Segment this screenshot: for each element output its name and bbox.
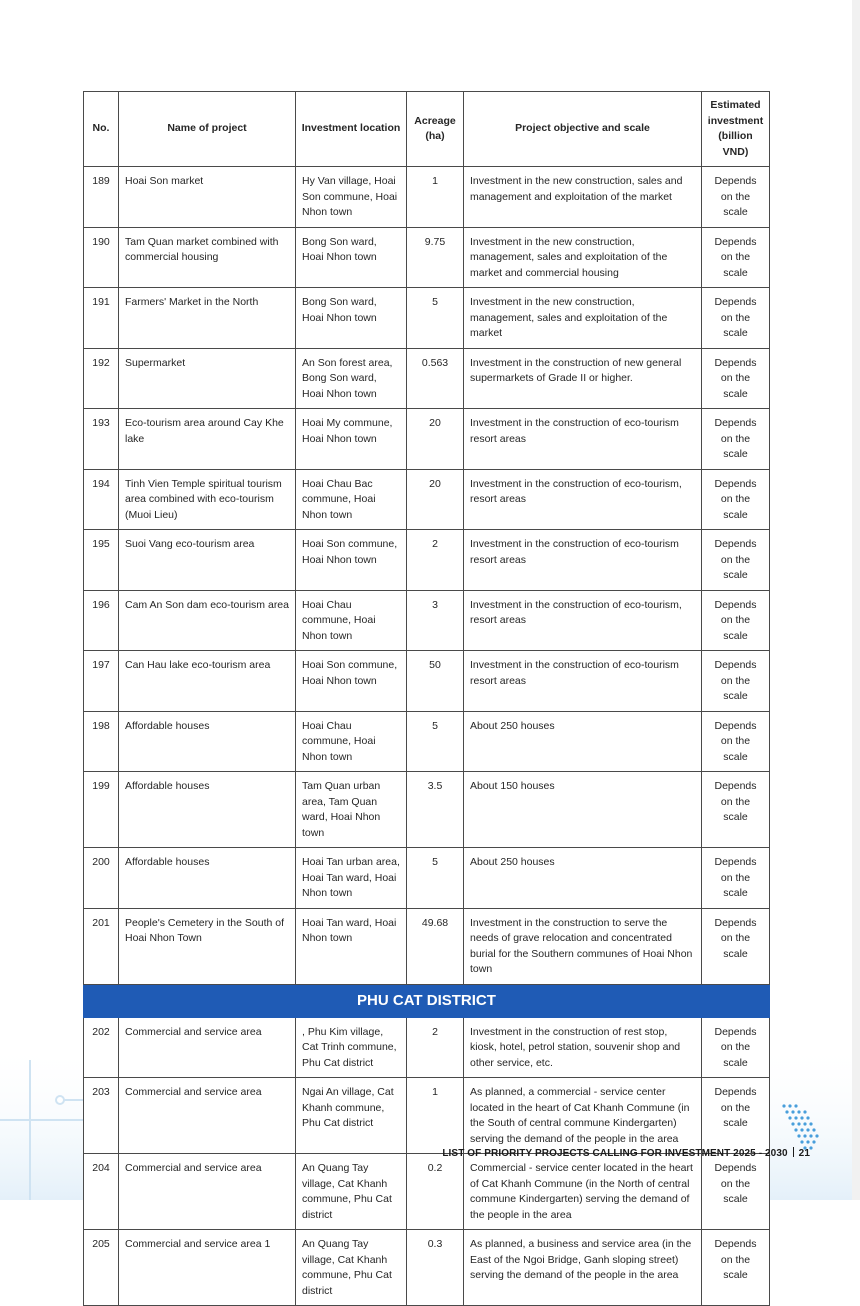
table-row <box>84 848 770 909</box>
cell-no: 205 <box>84 1230 119 1306</box>
table-row <box>84 530 770 591</box>
cell-investment: Depends on the scale <box>702 651 770 712</box>
cell-investment: Depends on the scale <box>702 1230 770 1306</box>
cell-acreage: 3.5 <box>407 772 464 848</box>
cell-acreage: 20 <box>407 469 464 530</box>
section-title-phu-cat: PHU CAT DISTRICT <box>84 984 770 1017</box>
page-number: 21 <box>798 1148 810 1159</box>
table-row <box>84 1230 770 1306</box>
cell-no: 196 <box>84 590 119 651</box>
cell-acreage: 1 <box>407 1078 464 1154</box>
cell-name: Suoi Vang eco-tourism area <box>119 530 296 591</box>
cell-acreage: 2 <box>407 1017 464 1078</box>
cell-name: Commercial and service area <box>119 1154 296 1230</box>
cell-name: Commercial and service area <box>119 1078 296 1154</box>
cell-name: Cam An Son dam eco-tourism area <box>119 590 296 651</box>
cell-objective: About 250 houses <box>464 711 702 772</box>
cell-investment: Depends on the scale <box>702 227 770 288</box>
cell-name: Commercial and service area 1 <box>119 1230 296 1306</box>
cell-investment: Depends on the scale <box>702 848 770 909</box>
cell-location: An Son forest area, Bong Son ward, Hoai Nhon town <box>296 348 407 409</box>
cell-location: , Phu Kim village, Cat Trinh commune, Phu Cat district <box>296 1017 407 1078</box>
cell-no: 198 <box>84 711 119 772</box>
cell-no: 197 <box>84 651 119 712</box>
cell-investment: Depends on the scale <box>702 348 770 409</box>
cell-objective: As planned, a commercial - service center located in the heart of Cat Khanh Commune (in the South of central commune Kindergarten) serving the demand of the people in the area <box>464 1078 702 1154</box>
section-row <box>84 984 770 1017</box>
cell-name: Tinh Vien Temple spiritual tourism area combined with eco-tourism (Muoi Lieu) <box>119 469 296 530</box>
cell-acreage: 1 <box>407 167 464 228</box>
cell-acreage: 5 <box>407 848 464 909</box>
cell-objective: Investment in the new construction, management, sales and exploitation of the market and commercial housing <box>464 227 702 288</box>
cell-investment: Depends on the scale <box>702 288 770 349</box>
table-header <box>84 92 770 167</box>
table-row <box>84 469 770 530</box>
table-row <box>84 348 770 409</box>
cell-acreage: 3 <box>407 590 464 651</box>
cell-investment: Depends on the scale <box>702 908 770 984</box>
table-row <box>84 590 770 651</box>
table-row <box>84 1078 770 1154</box>
cell-acreage: 50 <box>407 651 464 712</box>
table-row <box>84 227 770 288</box>
cell-name: Eco-tourism area around Cay Khe lake <box>119 409 296 470</box>
cell-acreage: 2 <box>407 530 464 591</box>
cell-investment: Depends on the scale <box>702 711 770 772</box>
cell-no: 204 <box>84 1154 119 1230</box>
cell-acreage: 0.563 <box>407 348 464 409</box>
cell-location: Hoai My commune, Hoai Nhon town <box>296 409 407 470</box>
cell-investment: Depends on the scale <box>702 772 770 848</box>
cell-objective: Investment in the construction of eco-tourism, resort areas <box>464 590 702 651</box>
cell-location: Bong Son ward, Hoai Nhon town <box>296 288 407 349</box>
cell-acreage: 5 <box>407 288 464 349</box>
cell-objective: Investment in the construction of eco-tourism resort areas <box>464 409 702 470</box>
table-row <box>84 651 770 712</box>
cell-acreage: 49.68 <box>407 908 464 984</box>
cell-no: 202 <box>84 1017 119 1078</box>
table-row <box>84 167 770 228</box>
cell-no: 190 <box>84 227 119 288</box>
cell-investment: Depends on the scale <box>702 1154 770 1230</box>
cell-no: 199 <box>84 772 119 848</box>
cell-name: Farmers' Market in the North <box>119 288 296 349</box>
cell-no: 191 <box>84 288 119 349</box>
table-row <box>84 908 770 984</box>
cell-name: Affordable houses <box>119 772 296 848</box>
projects-table <box>83 91 770 1306</box>
cell-objective: About 250 houses <box>464 848 702 909</box>
cell-acreage: 0.2 <box>407 1154 464 1230</box>
cell-objective: Investment in the construction of eco-tourism resort areas <box>464 651 702 712</box>
cell-objective: Investment in the construction to serve the needs of grave relocation and concentrated burial for the Southern communes of Hoai Nhon town <box>464 908 702 984</box>
cell-no: 195 <box>84 530 119 591</box>
cell-location: Hoai Chau commune, Hoai Nhon town <box>296 590 407 651</box>
col-header-objective: Project objective and scale <box>464 92 702 167</box>
cell-location: Hoai Tan urban area, Hoai Tan ward, Hoai Nhon town <box>296 848 407 909</box>
cell-location: Hoai Son commune, Hoai Nhon town <box>296 530 407 591</box>
cell-name: Commercial and service area <box>119 1017 296 1078</box>
cell-name: Supermarket <box>119 348 296 409</box>
page-footer <box>442 1147 810 1159</box>
cell-investment: Depends on the scale <box>702 167 770 228</box>
cell-investment: Depends on the scale <box>702 590 770 651</box>
table-row <box>84 772 770 848</box>
table-row <box>84 288 770 349</box>
cell-location: Tam Quan urban area, Tam Quan ward, Hoai Nhon town <box>296 772 407 848</box>
cell-location: An Quang Tay village, Cat Khanh commune, Phu Cat district <box>296 1154 407 1230</box>
cell-location: Bong Son ward, Hoai Nhon town <box>296 227 407 288</box>
cell-no: 200 <box>84 848 119 909</box>
col-header-no: No. <box>84 92 119 167</box>
cell-no: 203 <box>84 1078 119 1154</box>
cell-investment: Depends on the scale <box>702 530 770 591</box>
table-body <box>84 167 770 1306</box>
cell-location: Hoai Chau commune, Hoai Nhon town <box>296 711 407 772</box>
cell-investment: Depends on the scale <box>702 1078 770 1154</box>
cell-acreage: 0.3 <box>407 1230 464 1306</box>
cell-location: Hoai Son commune, Hoai Nhon town <box>296 651 407 712</box>
footer-title: LIST OF PRIORITY PROJECTS CALLING FOR INVESTMENT 2025 - 2030 <box>442 1148 788 1159</box>
table-row <box>84 1017 770 1078</box>
cell-name: Affordable houses <box>119 848 296 909</box>
cell-objective: Investment in the construction of new general supermarkets of Grade II or higher. <box>464 348 702 409</box>
col-header-location: Investment location <box>296 92 407 167</box>
col-header-acreage: Acreage (ha) <box>407 92 464 167</box>
col-header-name: Name of project <box>119 92 296 167</box>
table-header-row <box>84 92 770 167</box>
page-edge-strip <box>852 0 860 1200</box>
cell-objective: About 150 houses <box>464 772 702 848</box>
cell-objective: Investment in the new construction, management, sales and exploitation of the market <box>464 288 702 349</box>
cell-no: 201 <box>84 908 119 984</box>
cell-investment: Depends on the scale <box>702 1017 770 1078</box>
cell-acreage: 9.75 <box>407 227 464 288</box>
cell-name: People's Cemetery in the South of Hoai Nhon Town <box>119 908 296 984</box>
cell-location: An Quang Tay village, Cat Khanh commune, Phu Cat district <box>296 1230 407 1306</box>
cell-location: Hoai Tan ward, Hoai Nhon town <box>296 908 407 984</box>
cell-no: 194 <box>84 469 119 530</box>
table-row <box>84 409 770 470</box>
cell-name: Hoai Son market <box>119 167 296 228</box>
cell-objective: Investment in the construction of rest stop, kiosk, hotel, petrol station, souvenir shop and other service, etc. <box>464 1017 702 1078</box>
cell-investment: Depends on the scale <box>702 409 770 470</box>
cell-objective: As planned, a business and service area (in the East of the Ngoi Bridge, Ganh sloping street) serving the demand of the people in the area <box>464 1230 702 1306</box>
cell-no: 192 <box>84 348 119 409</box>
cell-name: Can Hau lake eco-tourism area <box>119 651 296 712</box>
cell-location: Ngai An village, Cat Khanh commune, Phu Cat district <box>296 1078 407 1154</box>
cell-objective: Investment in the new construction, sales and management and exploitation of the market <box>464 167 702 228</box>
cell-investment: Depends on the scale <box>702 469 770 530</box>
cell-name: Affordable houses <box>119 711 296 772</box>
cell-acreage: 5 <box>407 711 464 772</box>
cell-objective: Commercial - service center located in the heart of Cat Khanh Commune (in the North of central commune Kindergarten) serving the demand of the people in the area <box>464 1154 702 1230</box>
table-row <box>84 1154 770 1230</box>
cell-location: Hy Van village, Hoai Son commune, Hoai Nhon town <box>296 167 407 228</box>
cell-objective: Investment in the construction of eco-tourism resort areas <box>464 530 702 591</box>
cell-name: Tam Quan market combined with commercial housing <box>119 227 296 288</box>
cell-objective: Investment in the construction of eco-tourism, resort areas <box>464 469 702 530</box>
cell-location: Hoai Chau Bac commune, Hoai Nhon town <box>296 469 407 530</box>
cell-acreage: 20 <box>407 409 464 470</box>
cell-no: 189 <box>84 167 119 228</box>
table-row <box>84 711 770 772</box>
col-header-investment: Estimated investment (billion VND) <box>702 92 770 167</box>
cell-no: 193 <box>84 409 119 470</box>
footer-separator <box>793 1147 794 1157</box>
